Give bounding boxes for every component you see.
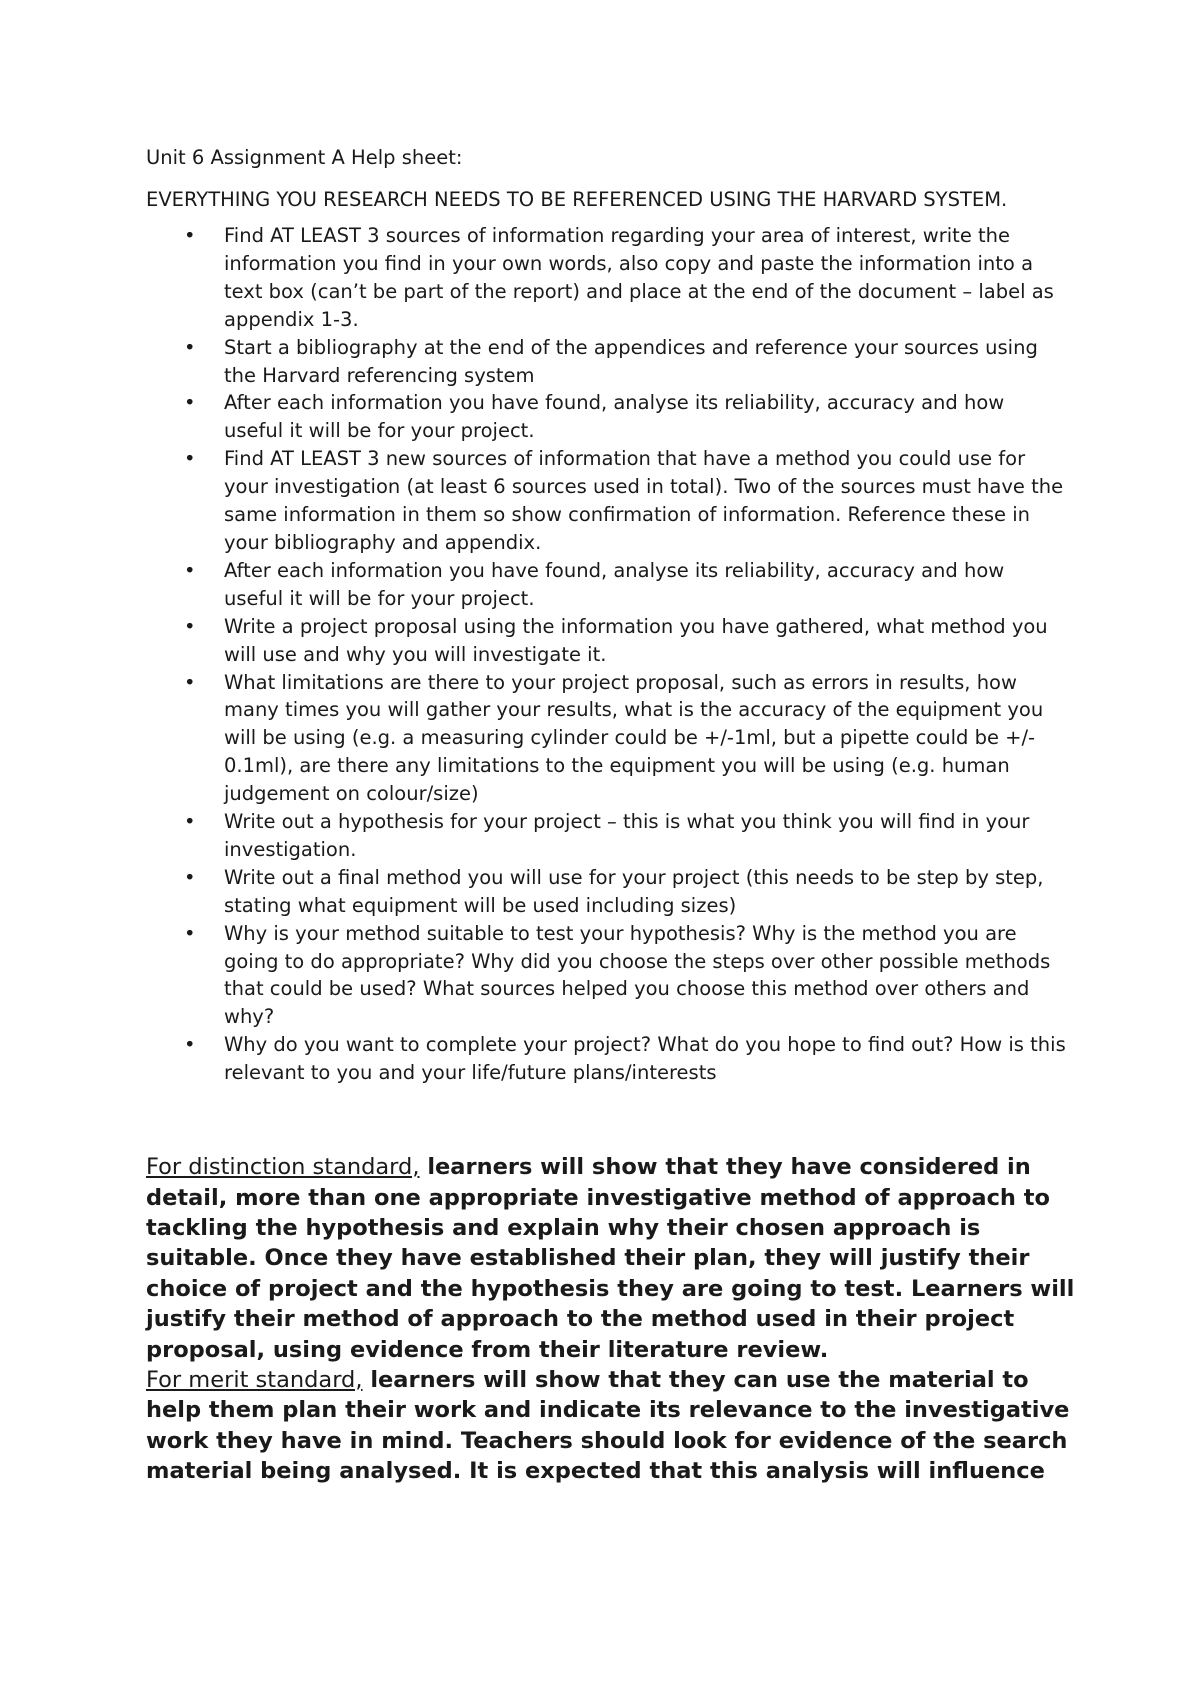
task-text: Why do you want to complete your project? What do you hope to find out? How is this relevant to you and your life/future plans/interests	[224, 1033, 1066, 1085]
bullet-icon: •	[184, 865, 196, 889]
merit-label: For merit standard,	[146, 1366, 363, 1393]
task-item	[146, 334, 1066, 390]
task-text: Find AT LEAST 3 new sources of information that have a method you could use for your investigation (at least 6 sources used in total). Two of the sources must have the same information in them so show confirmation of information. Reference these in your bibliography and appendix.	[224, 447, 1064, 554]
bullet-icon: •	[184, 391, 196, 415]
task-item	[146, 557, 1066, 613]
merit-standard	[146, 1365, 1076, 1487]
bullet-icon: •	[184, 447, 196, 471]
task-item	[146, 222, 1066, 334]
bullet-icon: •	[184, 335, 196, 359]
bullet-icon: •	[184, 558, 196, 582]
task-item	[146, 1031, 1066, 1087]
task-item	[146, 864, 1066, 920]
task-text: Write out a final method you will use for your project (this needs to be step by step, stating what equipment will be used including sizes)	[224, 865, 1044, 917]
task-list	[146, 222, 1066, 1087]
task-item	[146, 389, 1066, 445]
bullet-icon: •	[184, 810, 196, 834]
task-text: Start a bibliography at the end of the appendices and reference your sources using the Harvard referencing system	[224, 335, 1038, 387]
task-text: Why is your method suitable to test your hypothesis? Why is the method you are going to do appropriate? Why did you choose the steps over other possible methods that could be used? What sources helped you choose this method over others and why?	[224, 921, 1051, 1029]
task-text: What limitations are there to your project proposal, such as errors in results, how many times you will gather your results, what is the accuracy of the equipment you will be using (e.g. a measuring cylinder could be +/-1ml, but a pipette could be +/- 0.1ml), are there any limitations to the equipment you will be using (e.g. human judgement on colour/size)	[224, 670, 1044, 806]
task-item	[146, 613, 1066, 669]
task-text: After each information you have found, analyse its reliability, accuracy and how useful it will be for your project.	[224, 558, 1005, 610]
bullet-icon: •	[184, 670, 196, 694]
task-text: Write out a hypothesis for your project – this is what you think you will find in your investigation.	[224, 810, 1030, 861]
task-item	[146, 920, 1066, 1032]
task-item	[146, 445, 1066, 557]
distinction-text: learners will show that they have considered in detail, more than one appropriate investigative method of approach to tackling the hypothesis and explain why their chosen approach is suitable. Once they have established their plan, they will justify their choice of project and the hypothesis they are going to test. Learners will justify their method of approach to the method used in their project proposal, using evidence from their literature review.	[146, 1154, 1075, 1363]
distinction-standard	[146, 1152, 1076, 1365]
merit-text: learners will show that they can use the material to help them plan their work and indicate its relevance to the investigative work they have in mind. Teachers should look for evidence of the search material being analysed. It is expected that this analysis will influence	[146, 1366, 1070, 1485]
task-text: Write a project proposal using the information you have gathered, what method you will use and why you will investigate it.	[224, 614, 1048, 666]
document-title: Unit 6 Assignment A Help sheet:	[146, 146, 463, 169]
referencing-notice: EVERYTHING YOU RESEARCH NEEDS TO BE REFERENCED USING THE HARVARD SYSTEM.	[146, 188, 1008, 211]
bullet-icon: •	[184, 614, 196, 638]
bullet-icon: •	[184, 921, 196, 945]
task-item	[146, 669, 1066, 809]
grading-standards	[146, 1152, 1076, 1486]
task-text: Find AT LEAST 3 sources of information regarding your area of interest, write the information you find in your own words, also copy and paste the information into a text box (can’t be part of the report) and place at the end of the document – label as appendix 1-3.	[224, 224, 1054, 331]
task-item	[146, 808, 1066, 864]
distinction-label: For distinction standard,	[146, 1154, 420, 1181]
bullet-icon: •	[184, 224, 196, 247]
bullet-icon: •	[184, 1033, 196, 1057]
task-text: After each information you have found, analyse its reliability, accuracy and how useful it will be for your project.	[224, 391, 1005, 443]
document-page	[146, 144, 1075, 1487]
